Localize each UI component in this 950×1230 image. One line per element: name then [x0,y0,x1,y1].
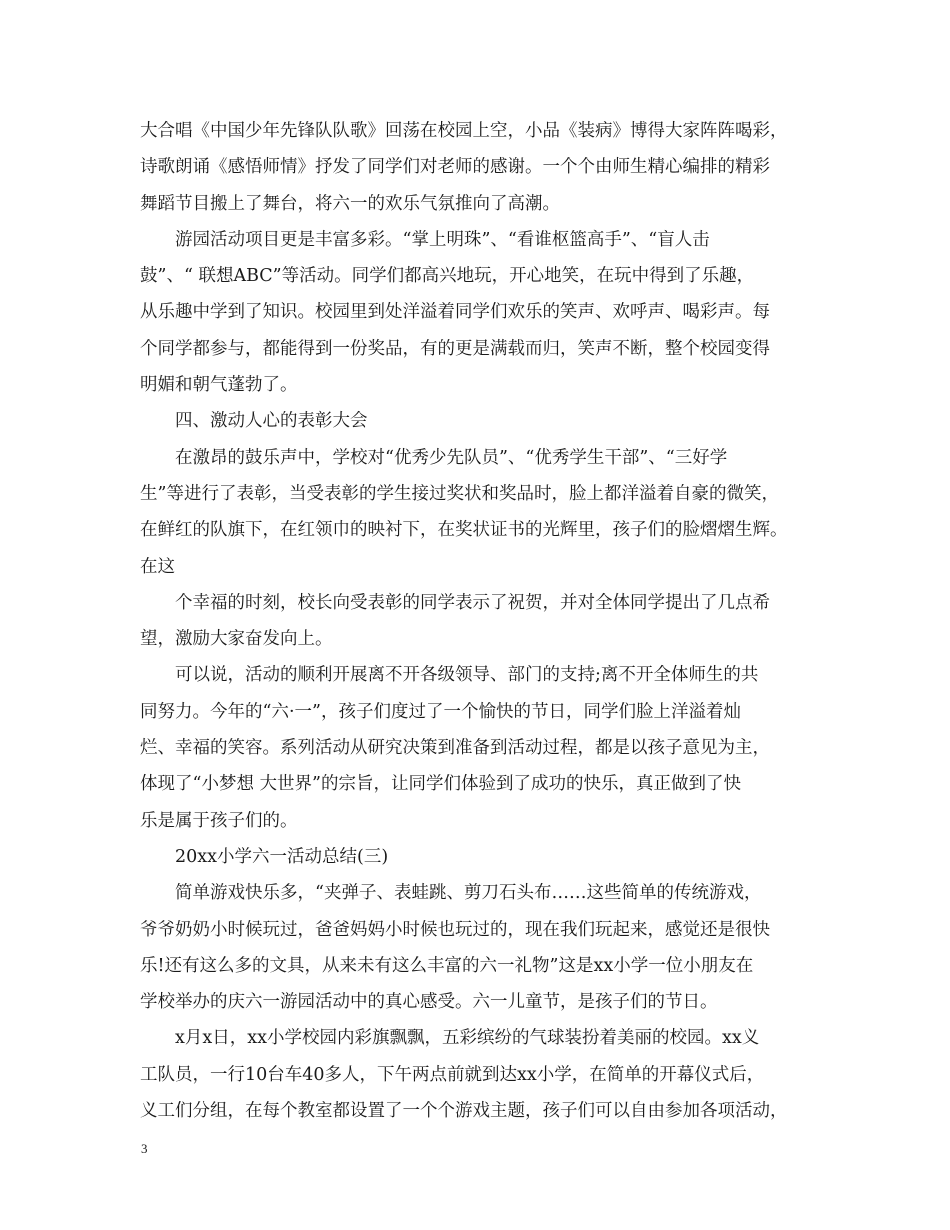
text-line: 四、激动人心的表彰大会 [175,411,368,432]
text-line: 生”等进行了表彰，当受表彰的学生接过奖状和奖品时，脸上都洋溢着自豪的微笑， [140,483,779,504]
document-body [140,113,830,1129]
text-line: 大合唱《中国少年先锋队队歌》回荡在校园上空，小品《装病》博得大家阵阵喝彩， [140,121,788,141]
text-line: 在这 [140,556,175,577]
text-line: 个同学都参与，都能得到一份奖品，有的更是满载而归，笑声不断，整个校园变得 [140,338,770,359]
text-line: 20xx小学六一活动总结(三) [175,846,389,867]
text-line: 舞蹈节目搬上了舞台，将六一的欢乐气氛推向了高潮。 [140,193,560,214]
text-line: 义工们分组，在每个教室都设置了一个个游戏主题，孩子们可以自由参加各项活动， [140,1101,788,1122]
text-line: 诗歌朗诵《感悟师情》抒发了同学们对老师的感谢。一个个由师生精心编排的精彩 [140,157,770,178]
text-line: 同努力。今年的“六·一”，孩子们度过了一个愉快的节日，同学们脸上洋溢着灿 [140,701,741,722]
text-line: 工队员，一行10台车40多人，下午两点前就到达xx小学，在简单的开幕仪式后， [140,1064,765,1085]
text-line: 明媚和朝气蓬勃了。 [140,375,298,396]
text-line: x月x日，xx小学校园内彩旗飘飘，五彩缤纷的气球装扮着美丽的校园。xx义 [175,1028,760,1049]
text-line: 乐是属于孩子们的。 [140,810,298,831]
text-line: 在鲜红的队旗下，在红领巾的映衬下，在奖状证书的光辉里，孩子们的脸熠熠生辉。 [140,520,788,541]
text-line: 望，激励大家奋发向上。 [140,629,333,650]
text-line: 体现了“小梦想 大世界”的宗旨，让同学们体验到了成功的快乐，真正做到了快 [140,774,741,795]
text-line: 学校举办的庆六一游园活动中的真心感受。六一儿童节，是孩子们的节日。 [140,992,718,1013]
text-line: 在激昂的鼓乐声中，学校对“优秀少先队员”、“优秀学生干部”、“三好学 [175,447,728,468]
page-number: 3 [141,1141,148,1156]
text-line: 个幸福的时刻，校长向受表彰的同学表示了祝贺，并对全体同学提出了几点希 [175,592,770,613]
text-line: 烂、幸福的笑容。系列活动从研究决策到准备到活动过程，都是以孩子意见为主， [140,738,770,759]
text-line: 从乐趣中学到了知识。校园里到处洋溢着同学们欢乐的笑声、欢呼声、喝彩声。每 [140,302,770,323]
text-line: 鼓”、“ 联想ABC”等活动。同学们都高兴地玩，开心地笑，在玩中得到了乐趣， [140,266,755,287]
text-line: 可以说，活动的顺利开展离不开各级领导、部门的支持;离不开全体师生的共 [175,665,759,686]
text-line: 乐!还有这么多的文具，从来未有这么丰富的六一礼物”这是xx小学一位小朋友在 [140,955,754,976]
text-line: 爷爷奶奶小时候玩过，爸爸妈妈小时候也玩过的，现在我们玩起来，感觉还是很快 [140,919,770,940]
text-line: 游园活动项目更是丰富多彩。“掌上明珠”、“看谁枢篮高手”、“盲人击 [175,229,710,250]
text-line: 简单游戏快乐多，“夹弹子、表蛙跳、剪刀石头布……这些简单的传统游戏， [175,883,762,904]
